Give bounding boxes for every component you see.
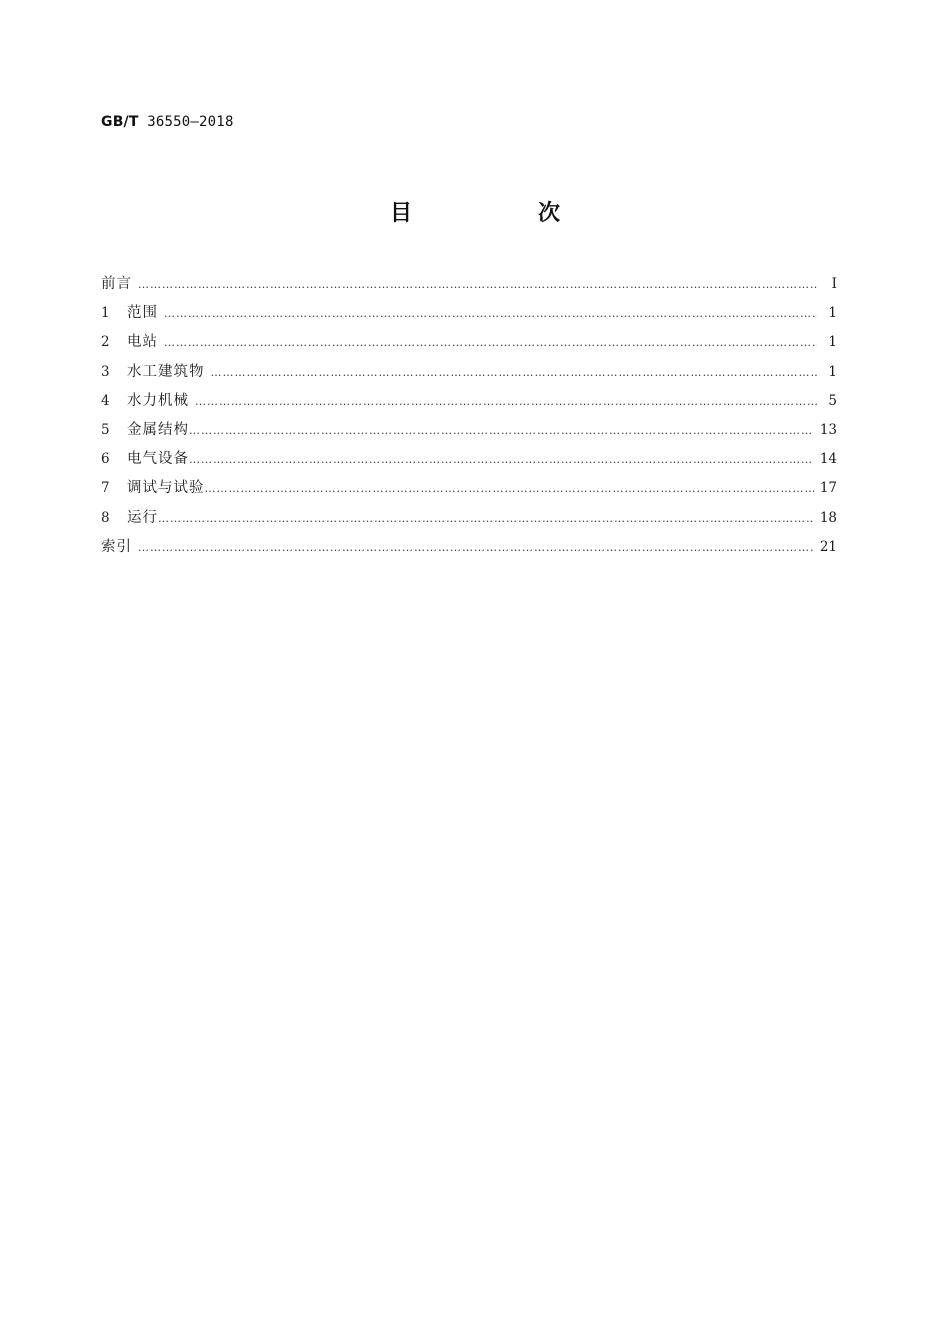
standard-code-prefix: GB/T bbox=[101, 114, 139, 130]
toc-entry-5[interactable] bbox=[101, 416, 837, 445]
toc-entry-page: 1 bbox=[828, 363, 837, 380]
toc-entry-1[interactable] bbox=[101, 299, 837, 328]
toc-entry-number: 1 bbox=[101, 305, 110, 322]
toc-entry-page: 21 bbox=[819, 538, 837, 555]
toc-entry-number: 6 bbox=[101, 451, 110, 468]
toc-entry-number: 4 bbox=[101, 392, 110, 409]
toc-leader-dots bbox=[189, 445, 814, 474]
toc-leader-dots bbox=[158, 504, 814, 533]
toc-leader-dots bbox=[211, 358, 818, 387]
toc-entry-label: 前言 bbox=[101, 276, 132, 292]
table-of-contents bbox=[101, 270, 837, 562]
toc-leader-dots bbox=[189, 416, 814, 445]
toc-entry-3[interactable] bbox=[101, 358, 837, 387]
toc-entry-page: 1 bbox=[828, 334, 837, 351]
toc-entry-label: 电站 bbox=[127, 334, 158, 351]
toc-entry-page: Ⅰ bbox=[831, 276, 837, 292]
toc-entry-page: 17 bbox=[819, 480, 837, 497]
standard-code bbox=[101, 114, 234, 130]
toc-entry-number: 8 bbox=[101, 509, 110, 526]
toc-entry-7[interactable] bbox=[101, 474, 837, 503]
toc-entry-label: 范围 bbox=[127, 305, 158, 322]
page-title: 目 次 bbox=[389, 201, 612, 226]
toc-entry-preface[interactable] bbox=[101, 270, 837, 299]
toc-entry-label: 水力机械 bbox=[127, 392, 189, 409]
toc-leader-dots bbox=[164, 328, 817, 357]
toc-entry-4[interactable] bbox=[101, 387, 837, 416]
toc-entry-label: 金属结构 bbox=[127, 421, 189, 438]
standard-code-number: 36550—2018 bbox=[147, 114, 234, 130]
toc-leader-dots bbox=[138, 270, 817, 299]
toc-entry-number: 3 bbox=[101, 363, 110, 380]
toc-entry-page: 1 bbox=[828, 305, 837, 322]
toc-leader-dots bbox=[195, 387, 817, 416]
toc-entry-index[interactable] bbox=[101, 533, 837, 562]
toc-leader-dots bbox=[164, 299, 817, 328]
toc-entry-label: 运行 bbox=[127, 509, 158, 526]
toc-entry-label: 电气设备 bbox=[127, 451, 189, 468]
toc-entry-label: 索引 bbox=[101, 538, 132, 555]
toc-entry-number: 5 bbox=[101, 421, 110, 438]
toc-entry-8[interactable] bbox=[101, 504, 837, 533]
toc-entry-6[interactable] bbox=[101, 445, 837, 474]
toc-entry-2[interactable] bbox=[101, 328, 837, 357]
toc-entry-page: 5 bbox=[828, 392, 837, 409]
toc-entry-page: 18 bbox=[819, 509, 837, 526]
toc-entry-number: 7 bbox=[101, 480, 110, 497]
toc-leader-dots bbox=[205, 474, 814, 503]
toc-entry-page: 14 bbox=[819, 451, 837, 468]
toc-entry-label: 水工建筑物 bbox=[127, 363, 205, 380]
toc-entry-number: 2 bbox=[101, 334, 110, 351]
toc-entry-page: 13 bbox=[819, 421, 837, 438]
toc-leader-dots bbox=[138, 533, 814, 562]
toc-entry-label: 调试与试验 bbox=[127, 480, 205, 497]
